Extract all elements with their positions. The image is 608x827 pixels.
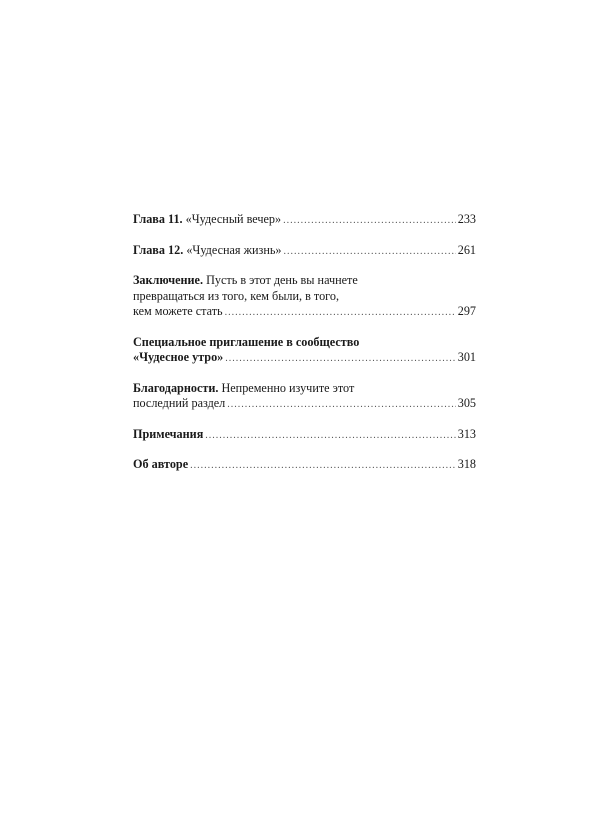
toc-entry-line [133, 381, 476, 397]
toc-entry-line [133, 335, 476, 351]
toc-page-number: 318 [457, 457, 476, 471]
toc-entry-line [133, 457, 476, 474]
toc-entry-title [133, 243, 282, 259]
leader-dots [283, 213, 456, 229]
toc-page-number: 233 [457, 212, 476, 226]
toc-entry-line [133, 350, 476, 367]
toc-entry-text: Пусть в этот день вы начнете [203, 273, 358, 287]
toc-entry-about-author[interactable] [133, 457, 476, 474]
toc-entry-line [133, 273, 476, 289]
toc-page-number: 297 [457, 304, 476, 318]
toc-entry-chapter-12[interactable] [133, 243, 476, 260]
toc-entry-label: Заключение. [133, 273, 204, 287]
toc-entry-label: Глава 11. [133, 212, 183, 226]
toc-entry-label: «Чудесное утро» [133, 350, 224, 364]
toc-entry-text: последний раздел [133, 396, 226, 410]
toc-entry-title [133, 350, 223, 366]
toc-entry-text: «Чудесный вечер» [182, 212, 282, 226]
toc-entry-line: превращаться из того, кем были, в того, [133, 288, 340, 303]
toc-entry-community-invitation[interactable] [133, 335, 476, 367]
toc-entry-text: Непременно изучите этот [218, 380, 355, 395]
toc-entry-line [133, 396, 476, 413]
toc-page-number: 301 [457, 350, 476, 364]
toc-entry-title [133, 427, 203, 443]
toc-entry-acknowledgements[interactable] [133, 381, 476, 413]
leader-dots [227, 397, 455, 413]
leader-dots [225, 305, 456, 321]
toc-entry-label: Благодарности. [133, 380, 219, 395]
toc-entry-label: Глава 12. [133, 242, 184, 257]
toc-page-number: 305 [457, 396, 476, 410]
toc-page-number: 261 [457, 242, 476, 257]
toc-entry-label: Специальное приглашение в сообщество [133, 334, 360, 349]
toc-entry-title [133, 212, 281, 228]
toc-entry-label: Об авторе [133, 457, 189, 471]
table-of-contents [133, 212, 476, 488]
toc-entry-text: кем можете стать [133, 304, 223, 318]
toc-entry-line [133, 427, 476, 444]
toc-entry-label: Примечания [133, 426, 204, 441]
leader-dots [284, 244, 456, 260]
toc-entry-line [133, 243, 476, 260]
leader-dots [225, 351, 455, 367]
toc-entry-chapter-11[interactable] [133, 212, 476, 229]
toc-page-number: 313 [457, 426, 476, 441]
toc-entry-line [133, 304, 476, 321]
toc-entry-title [133, 457, 188, 473]
leader-dots [190, 458, 456, 474]
toc-entry-conclusion[interactable] [133, 273, 476, 321]
toc-entry-text: «Чудесная жизнь» [183, 242, 282, 257]
toc-entry-line [133, 212, 476, 229]
toc-entry-notes[interactable] [133, 427, 476, 444]
leader-dots [205, 428, 455, 444]
